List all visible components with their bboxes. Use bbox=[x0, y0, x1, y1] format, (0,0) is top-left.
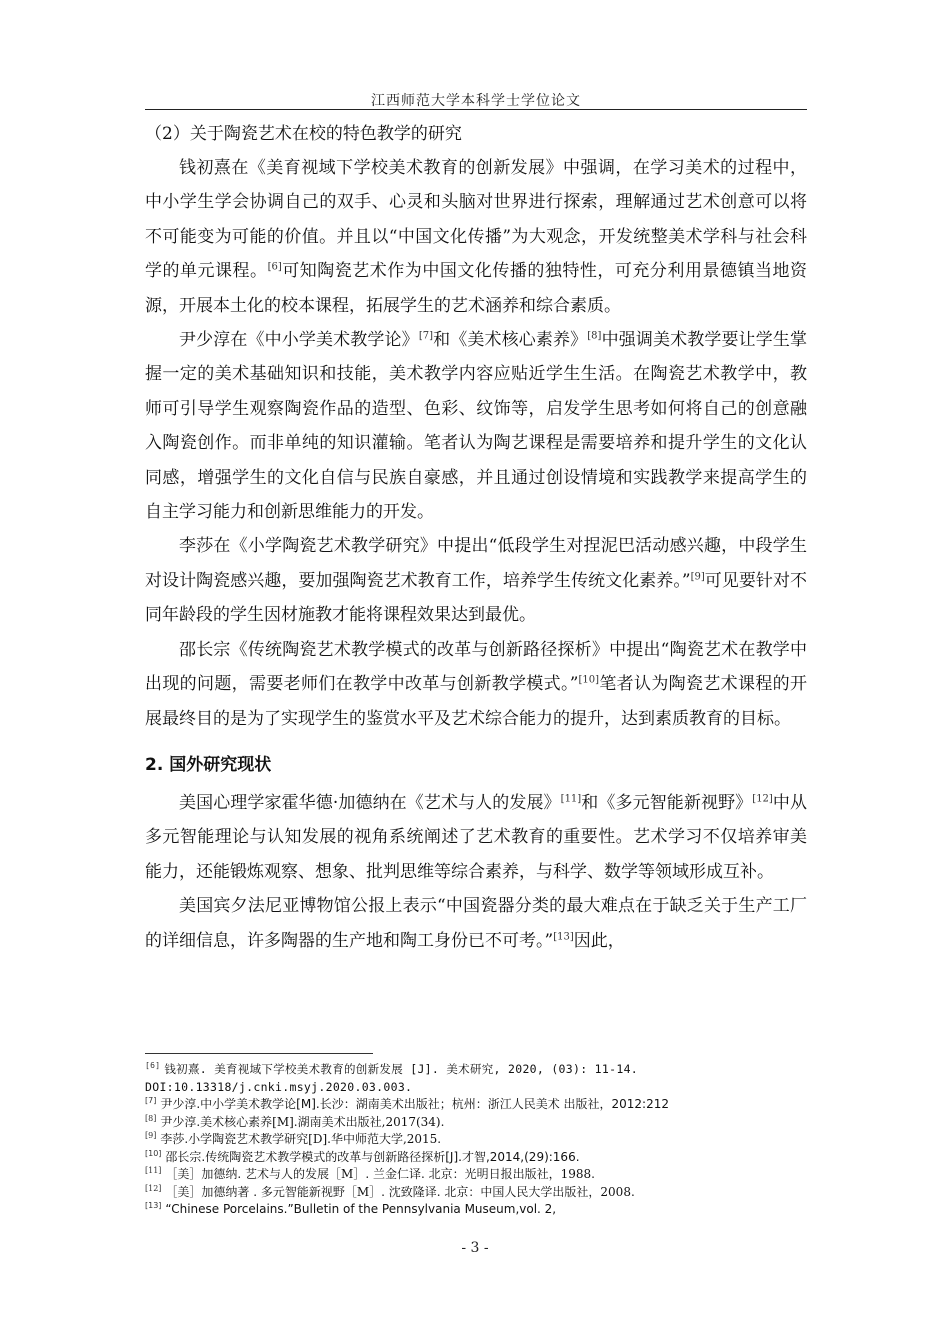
citation-ref[interactable]: [13] bbox=[553, 930, 574, 942]
citation-ref[interactable]: [12] bbox=[752, 793, 773, 805]
footnote-rule bbox=[145, 1053, 373, 1054]
header-rule bbox=[145, 109, 807, 110]
citation-ref[interactable]: [6] bbox=[267, 261, 282, 273]
footnotes bbox=[145, 1061, 807, 1219]
citation-ref[interactable]: [11] bbox=[560, 793, 582, 805]
footnote-item: [12] ［美］加德纳著 . 多元智能新视野［M］. 沈致隆译. 北京：中国人民大学出版社，2008. bbox=[145, 1183, 635, 1199]
footnote-item: [6] 钱初熹. 美育视域下学校美术教育的创新发展 [J]. 美术研究, 2020, (03): 11-14. DOI:10.13318/j.cnki.msyj.2020.03.003. bbox=[145, 1061, 639, 1094]
paragraph: 尹少淳在《中小学美术教学论》[7]和《美术核心素养》[8]中强调美术教学要让学生掌握一定的美术基础知识和技能，美术教学内容应贴近学生生活。在陶瓷艺术教学中，教师可引导学生观察陶瓷作品的造型、色彩、纹饰等，启发学生思考如何将自己的创意融入陶瓷创作。而非单纯的知识灌输。笔者认为陶艺课程是需要培养和提升学生的文化认同感，增强学生的文化自信与民族自豪感，并且通过创设情境和实践教学来提高学生的自主学习能力和创新思维能力的开发。 bbox=[145, 330, 808, 523]
paragraph: 李莎在《小学陶瓷艺术教学研究》中提出“低段学生对捏泥巴活动感兴趣，中段学生对设计陶瓷感兴趣，要加强陶瓷艺术教育工作，培养学生传统文化素养。”[9]可见要针对不同年龄段的学生因材施教才能将课程效果达到最优。 bbox=[145, 536, 807, 626]
footnote-item: [11] ［美］加德纳. 艺术与人的发展［M］. 兰金仁译. 北京：光明日报出版社，1988. bbox=[145, 1166, 595, 1181]
paragraph: 邵长宗《传统陶瓷艺术教学模式的改革与创新路径探析》中提出“陶瓷艺术在教学中出现的问题，需要老师们在教学中改革与创新教学模式。”[10]笔者认为陶瓷艺术课程的开展最终目的是为了实现学生的鉴赏水平及艺术综合能力的提升，达到素质教育的目标。 bbox=[145, 639, 807, 729]
footnote-item: [8] 尹少淳.美术核心素养[M].湖南美术出版社,2017(34). bbox=[145, 1113, 445, 1129]
main-body bbox=[145, 117, 807, 958]
page-number: - 3 - bbox=[461, 1240, 489, 1256]
footnote-item: [7] 尹少淳.中小学美术教学论[M].长沙：湖南美术出版社；杭州：浙江人民美术 出版社，2012:212 bbox=[145, 1096, 669, 1111]
running-header: 江西师范大学本科学士学位论文 bbox=[371, 93, 581, 109]
paragraph: 美国心理学家霍华德·加德纳在《艺术与人的发展》[11]和《多元智能新视野》[12]中从多元智能理论与认知发展的视角系统阐述了艺术教育的重要性。艺术学习不仅培养审美能力，还能锻炼观察、想象、批判思维等综合素养，与科学、数学等领域形成互补。 bbox=[145, 792, 808, 882]
subsection-heading: （2）关于陶瓷艺术在校的特色教学的研究 bbox=[145, 124, 462, 144]
paragraph: 钱初熹在《美育视域下学校美术教育的创新发展》中强调，在学习美术的过程中，中小学生学会协调自己的双手、心灵和头脑对世界进行探索，理解通过艺术创意可以将不可能变为可能的价值。并且以“中国文化传播”为大观念，开发统整美术学科与社会科学的单元课程。[6]可知陶瓷艺术作为中国文化传播的独特性，可充分利用景德镇当地资源，开展本土化的校本课程，拓展学生的艺术涵养和综合素质。 bbox=[145, 158, 807, 316]
citation-ref[interactable]: [8] bbox=[587, 330, 602, 342]
paragraph: 美国宾夕法尼亚博物馆公报上表示“中国瓷器分类的最大难点在于缺乏关于生产工厂的详细信息，许多陶器的生产地和陶工身份已不可考。”[13]因此， bbox=[145, 896, 807, 951]
footnote-item: [10] 邵长宗.传统陶瓷艺术教学模式的改革与创新路径探析[J].才智,2014,(29):166. bbox=[145, 1148, 580, 1164]
section-heading: 2. 国外研究现状 bbox=[145, 754, 272, 775]
citation-ref[interactable]: [7] bbox=[418, 330, 433, 342]
citation-ref[interactable]: [10] bbox=[578, 674, 600, 686]
footnote-item: [13] “Chinese Porcelains.”Bulletin of the Pennsylvania Museum,vol. 2, bbox=[145, 1201, 557, 1216]
citation-ref[interactable]: [9] bbox=[690, 571, 705, 583]
footnote-item: [9] 李莎.小学陶瓷艺术教学研究[D].华中师范大学,2015. bbox=[145, 1131, 442, 1146]
